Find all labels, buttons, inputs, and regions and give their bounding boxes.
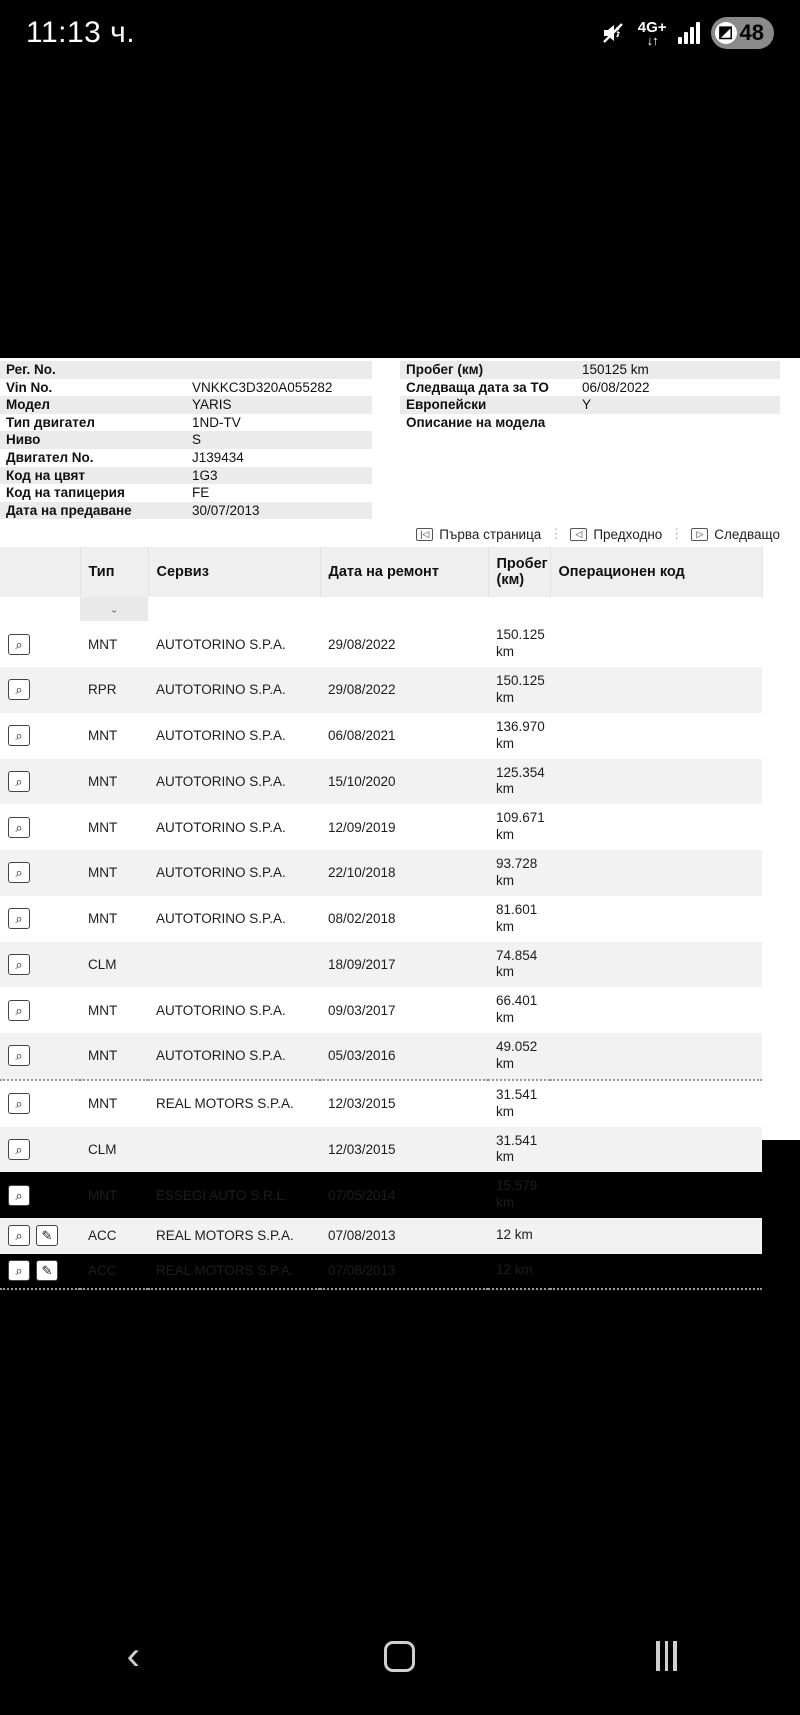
cell-date: 08/02/2018 — [328, 911, 396, 927]
next-page-icon: ▷ — [691, 528, 708, 541]
table-header-row — [0, 547, 762, 597]
table-row[interactable] — [0, 942, 762, 988]
cell-service: AUTOTORINO S.P.A. — [148, 1033, 320, 1080]
cell-type: MNT — [80, 1033, 148, 1080]
magnifier-icon[interactable]: ⌕ — [8, 908, 30, 929]
column-header-service[interactable]: Сервиз — [148, 547, 320, 597]
filter-cell-actions — [0, 597, 80, 621]
info-label: Ниво — [6, 432, 41, 448]
table-row[interactable] — [0, 1218, 762, 1254]
magnifier-icon[interactable]: ⌕ — [8, 1225, 30, 1246]
previous-page-link[interactable] — [570, 527, 662, 542]
cell-type: MNT — [80, 850, 148, 896]
magnifier-icon[interactable]: ⌕ — [8, 1139, 30, 1160]
cell-opcode — [550, 1254, 762, 1290]
cell-service: ESSEGI AUTO S.R.L. — [156, 1187, 288, 1203]
cell-date: 12/03/2015 — [320, 1080, 488, 1127]
pencil-icon[interactable]: ✎ — [36, 1225, 58, 1246]
info-value: VNKKC3D320A055282 — [192, 379, 333, 395]
row-actions — [0, 987, 80, 1033]
nav-recents-button[interactable] — [612, 1626, 722, 1686]
column-header-actions — [0, 547, 80, 597]
pagination-links — [0, 519, 800, 547]
cell-opcode — [550, 621, 762, 667]
info-row — [0, 361, 372, 379]
cell-mileage: 93.728 km — [488, 850, 550, 896]
info-label: Vin No. — [6, 379, 53, 395]
cell-mileage: 31.541 km — [488, 1080, 550, 1127]
cell-mileage: 12 km — [488, 1218, 550, 1254]
action-button-group — [8, 1225, 74, 1246]
magnifier-icon[interactable]: ⌕ — [8, 1185, 30, 1206]
cell-type: ACC — [80, 1218, 148, 1254]
info-row — [0, 484, 372, 502]
action-button-group — [8, 725, 74, 746]
recents-icon — [656, 1641, 677, 1671]
row-actions — [0, 621, 80, 667]
cell-opcode — [550, 667, 762, 713]
cell-service: REAL MOTORS S.P.A. — [148, 1080, 320, 1127]
cell-date: 12/03/2015 — [320, 1127, 488, 1173]
cell-mileage: 109.671 km — [496, 810, 545, 843]
first-page-icon: |◁ — [416, 528, 433, 541]
info-row — [400, 414, 780, 432]
battery-level-label: 48 — [739, 20, 764, 45]
info-value: 06/08/2022 — [582, 379, 650, 395]
action-button-group — [8, 679, 74, 700]
battery-indicator — [711, 17, 774, 49]
table-body — [0, 621, 762, 1289]
magnifier-icon[interactable]: ⌕ — [8, 954, 30, 975]
action-button-group — [8, 771, 74, 792]
back-chevron-icon: ‹ — [126, 1634, 140, 1678]
chevron-down-icon: ⌄ — [109, 605, 119, 615]
info-value: 1ND-TV — [192, 414, 241, 430]
cell-date: 22/10/2018 — [320, 850, 488, 896]
cell-type: CLM — [80, 1127, 148, 1173]
vehicle-info-panel — [0, 358, 800, 519]
cell-mileage: 136.970 km — [496, 718, 545, 751]
info-label: Пробег (км) — [406, 362, 484, 378]
action-button-group — [8, 954, 74, 975]
info-value: FE — [192, 485, 210, 501]
android-navigation-bar — [0, 1597, 800, 1715]
cell-opcode — [550, 942, 762, 988]
row-actions — [0, 1254, 80, 1290]
row-actions — [0, 850, 80, 896]
table-row[interactable] — [0, 1127, 762, 1173]
cell-opcode — [550, 713, 762, 759]
info-label: Европейски — [406, 397, 487, 413]
table-row[interactable] — [0, 713, 762, 759]
cell-type: MNT — [88, 636, 118, 652]
action-button-group — [8, 1139, 74, 1160]
cell-opcode — [550, 1127, 762, 1173]
magnifier-icon[interactable]: ⌕ — [8, 862, 30, 883]
info-label: Код на цвят — [6, 467, 85, 483]
row-actions — [0, 759, 80, 805]
magnifier-icon[interactable]: ⌕ — [8, 679, 30, 700]
vehicle-info-left-column — [0, 361, 400, 519]
info-label: Модел — [6, 397, 50, 413]
cell-mileage: 12 km — [488, 1254, 550, 1290]
row-actions — [0, 942, 80, 988]
cell-mileage: 31.541 km — [488, 1127, 550, 1173]
table-row[interactable] — [0, 804, 762, 850]
info-value: 150125 km — [582, 362, 649, 378]
table-row[interactable] — [0, 667, 762, 713]
cell-date: 07/05/2014 — [328, 1187, 396, 1203]
info-row — [0, 414, 372, 432]
cell-type: MNT — [80, 759, 148, 805]
cell-type: MNT — [88, 819, 118, 835]
cell-service: AUTOTORINO S.P.A. — [148, 850, 320, 896]
magnifier-icon[interactable]: ⌕ — [8, 1260, 30, 1281]
previous-page-label: Предходно — [593, 526, 663, 542]
cell-date: 15/10/2020 — [320, 759, 488, 805]
cell-opcode — [550, 1172, 762, 1218]
cell-mileage: 66.401 km — [496, 993, 538, 1026]
cell-service: AUTOTORINO S.P.A. — [148, 759, 320, 805]
cell-opcode — [550, 987, 762, 1033]
cell-service: AUTOTORINO S.P.A. — [156, 636, 286, 652]
row-actions — [0, 896, 80, 942]
battery-saver-icon: ◩ — [715, 22, 737, 44]
magnifier-icon[interactable]: ⌕ — [8, 725, 30, 746]
cell-opcode — [550, 804, 762, 850]
column-header-date[interactable]: Дата на ремонт — [320, 547, 488, 597]
row-actions — [0, 1218, 80, 1254]
magnifier-icon[interactable]: ⌕ — [8, 817, 30, 838]
cell-mileage: 81.601 km — [496, 901, 538, 934]
cell-opcode — [550, 896, 762, 942]
info-value: Y — [582, 397, 592, 413]
table-row[interactable] — [0, 1254, 762, 1290]
info-label: Код на тапицерия — [6, 485, 125, 501]
column-header-mileage[interactable]: Пробег (км) — [488, 547, 550, 597]
status-time: 11:13 ч. — [26, 16, 136, 49]
action-button-group — [8, 1000, 74, 1021]
table-row[interactable] — [0, 759, 762, 805]
cell-date: 07/08/2013 — [320, 1254, 488, 1290]
table-row[interactable] — [0, 1172, 762, 1218]
row-actions — [0, 667, 80, 713]
info-row — [0, 467, 372, 485]
web-page-content — [0, 358, 800, 1279]
info-value: S — [192, 432, 202, 448]
cell-type: CLM — [80, 942, 148, 988]
info-label: Двигател No. — [6, 450, 94, 466]
cell-mileage: 150.125 km — [488, 667, 550, 713]
action-button-group — [8, 1045, 74, 1066]
magnifier-icon[interactable]: ⌕ — [8, 1093, 30, 1114]
cell-date: 18/09/2017 — [320, 942, 488, 988]
next-page-link[interactable] — [691, 527, 780, 542]
cell-type: MNT — [88, 1187, 118, 1203]
cell-opcode — [550, 759, 762, 805]
nav-back-button[interactable] — [78, 1626, 188, 1686]
info-value: 1G3 — [192, 467, 218, 483]
cell-service — [148, 1127, 320, 1173]
filter-cell-opcode — [550, 597, 762, 621]
service-history-table — [0, 547, 763, 1290]
first-page-link[interactable] — [416, 527, 541, 542]
cell-type: MNT — [88, 911, 118, 927]
table-row[interactable] — [0, 896, 762, 942]
magnifier-icon[interactable]: ⌕ — [8, 1045, 30, 1066]
table-row[interactable] — [0, 1080, 762, 1127]
cell-opcode — [550, 1033, 762, 1080]
table-row[interactable] — [0, 621, 762, 667]
table-row[interactable] — [0, 987, 762, 1033]
nav-home-button[interactable] — [345, 1626, 455, 1686]
cell-type: MNT — [88, 1002, 118, 1018]
network-arrows-icon: ↓↑ — [646, 32, 658, 48]
action-button-group — [8, 1260, 74, 1281]
magnifier-icon[interactable]: ⌕ — [8, 1000, 30, 1021]
cell-mileage: 15.579 km — [496, 1178, 538, 1211]
info-row — [0, 379, 372, 397]
row-actions — [0, 804, 80, 850]
table-filter-row — [0, 597, 762, 621]
network-type-label: 4G+ — [637, 18, 667, 36]
magnifier-icon[interactable]: ⌕ — [8, 634, 30, 655]
cell-service — [148, 942, 320, 988]
cell-service: AUTOTORINO S.P.A. — [156, 911, 286, 927]
info-row — [400, 396, 780, 414]
cell-type: RPR — [80, 667, 148, 713]
row-actions — [0, 1127, 80, 1173]
filter-cell-date — [320, 597, 488, 621]
mute-icon — [601, 21, 627, 45]
cell-opcode — [550, 850, 762, 896]
cell-type: MNT — [80, 1080, 148, 1127]
action-button-group — [8, 908, 74, 929]
cell-date: 09/03/2017 — [328, 1002, 396, 1018]
info-row — [0, 396, 372, 414]
filter-cell-mileage — [488, 597, 550, 621]
info-label: Следваща дата за ТО — [406, 379, 549, 395]
info-row — [0, 502, 372, 520]
pencil-icon[interactable]: ✎ — [36, 1260, 58, 1281]
info-row — [400, 379, 780, 397]
cell-date: 05/03/2016 — [320, 1033, 488, 1080]
table-row[interactable] — [0, 850, 762, 896]
first-page-label: Първа страница — [439, 526, 542, 542]
info-label: Описание на модела — [406, 414, 546, 430]
network-indicator — [638, 20, 667, 47]
info-row — [0, 431, 372, 449]
cell-date: 07/08/2013 — [320, 1218, 488, 1254]
home-icon — [384, 1641, 415, 1672]
previous-page-icon: ◁ — [570, 528, 587, 541]
info-row — [400, 361, 780, 379]
cell-service: REAL MOTORS S.P.A. — [148, 1218, 320, 1254]
cell-mileage: 125.354 km — [488, 759, 550, 805]
cell-type: ACC — [80, 1254, 148, 1290]
cell-mileage: 150.125 km — [496, 627, 545, 660]
status-icons — [601, 17, 774, 49]
cell-type: MNT — [88, 728, 118, 744]
info-label: Тип двигател — [6, 414, 95, 430]
row-actions — [0, 713, 80, 759]
info-label: Дата на предаване — [6, 502, 132, 518]
row-actions — [0, 1080, 80, 1127]
cell-opcode — [550, 1080, 762, 1127]
table-header — [0, 547, 762, 621]
cell-service: REAL MOTORS S.P.A. — [148, 1254, 320, 1290]
info-value: YARIS — [192, 397, 232, 413]
cell-service: AUTOTORINO S.P.A. — [156, 728, 286, 744]
row-actions — [0, 1033, 80, 1080]
pager-separator: ⋮ — [549, 526, 563, 542]
cell-mileage: 74.854 km — [488, 942, 550, 988]
cell-service: AUTOTORINO S.P.A. — [148, 667, 320, 713]
next-page-label: Следващо — [714, 526, 780, 542]
cell-date: 06/08/2021 — [328, 728, 396, 744]
magnifier-icon[interactable]: ⌕ — [8, 771, 30, 792]
info-value: J139434 — [192, 450, 244, 466]
cell-date: 12/09/2019 — [328, 819, 396, 835]
info-label: Рег. No. — [6, 362, 56, 378]
table-row[interactable] — [0, 1033, 762, 1080]
cell-service: AUTOTORINO S.P.A. — [156, 1002, 286, 1018]
action-button-group — [8, 634, 74, 655]
action-button-group — [8, 862, 74, 883]
info-row — [0, 449, 372, 467]
pager-separator: ⋮ — [670, 526, 684, 542]
vehicle-info-right-column — [400, 361, 800, 519]
filter-cell-service — [148, 597, 320, 621]
filter-dropdown-type[interactable] — [80, 597, 148, 621]
cell-service: AUTOTORINO S.P.A. — [156, 819, 286, 835]
action-button-group — [8, 1093, 74, 1114]
cell-date: 29/08/2022 — [328, 636, 396, 652]
cell-date: 29/08/2022 — [320, 667, 488, 713]
action-button-group — [8, 1185, 74, 1206]
action-button-group — [8, 817, 74, 838]
cell-opcode — [550, 1218, 762, 1254]
info-value: 30/07/2013 — [192, 502, 260, 518]
status-bar — [0, 0, 800, 66]
row-actions — [0, 1172, 80, 1218]
cell-mileage: 49.052 km — [488, 1033, 550, 1080]
signal-bars-icon — [678, 22, 700, 44]
column-header-opcode[interactable]: Операционен код — [550, 547, 762, 597]
column-header-type[interactable]: Тип — [80, 547, 148, 597]
